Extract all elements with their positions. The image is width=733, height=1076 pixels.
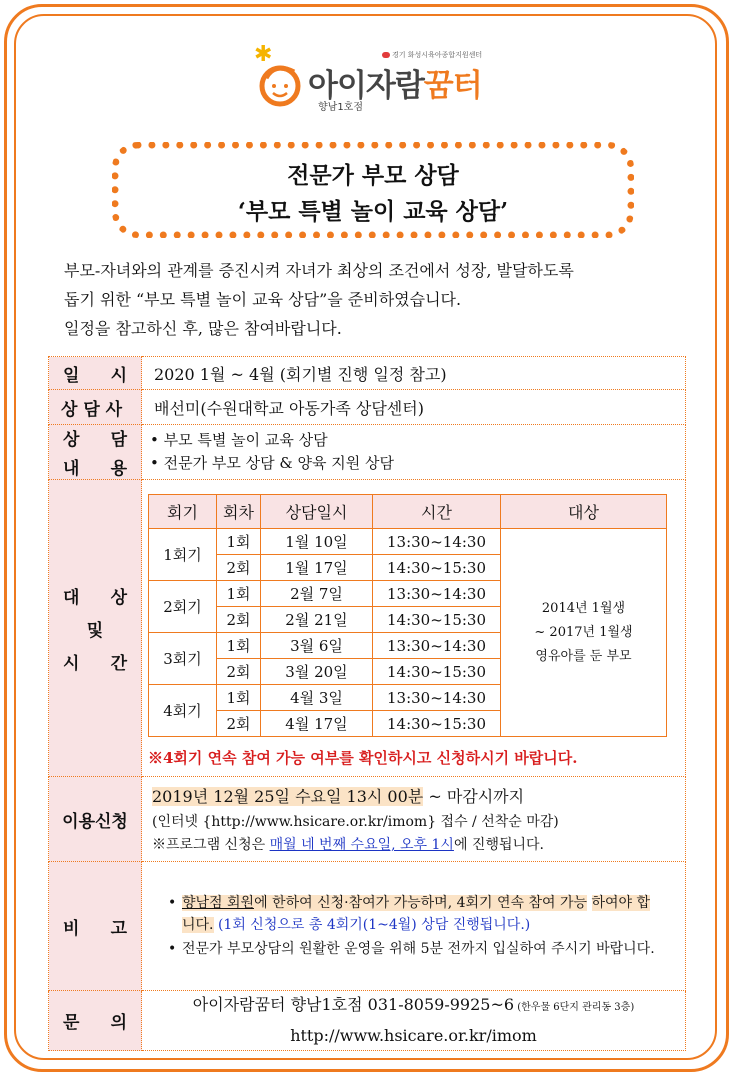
star-icon: ✱: [254, 42, 273, 67]
remark-item: • 전문가 부모상담의 원활한 운영을 위해 5분 전까지 입실하여 주시기 바랍니다.: [168, 941, 655, 957]
counselor-label: 상 담 사: [49, 390, 142, 425]
apply-schedule-link[interactable]: 매월 네 번째 수요일, 오후 1시: [269, 837, 454, 853]
target-value: [142, 480, 686, 777]
round-time: 14:30~15:30: [373, 607, 501, 633]
inquiry-phone: 아이자람꿈터 향남1호점 031-8059-9925~6 (한우물 6단지 관리동 3층): [192, 995, 635, 1014]
session-name: 4회기: [149, 685, 217, 737]
title-line-2: ‘부모 특별 놀이 교육 상담’: [237, 198, 509, 225]
apply-value: [142, 777, 686, 862]
table-row: [149, 529, 667, 555]
intro-line: 부모-자녀와의 관계를 증진시켜 자녀가 최상의 조건에서 성장, 발달하도록: [64, 261, 574, 280]
apply-row: [49, 777, 686, 862]
apply-deadline: 2019년 12월 25일 수요일 13시 00분 ~ 마감시까지: [152, 787, 525, 806]
center-name: 경기 화성시육아종합지원센터: [382, 50, 482, 60]
round-no: 1회: [217, 633, 261, 659]
round-no: 1회: [217, 581, 261, 607]
round-time: 14:30~15:30: [373, 555, 501, 581]
round-date: 2월 7일: [261, 581, 373, 607]
round-no: 2회: [217, 659, 261, 685]
intro-line: 돕기 위한 “부모 특별 놀이 교육 상담”을 준비하였습니다.: [64, 290, 462, 309]
content-bullet: • 부모 특별 놀이 교육 상담: [150, 431, 328, 449]
intro-text: [64, 256, 574, 343]
schedule-header: [149, 495, 667, 529]
round-time: 14:30~15:30: [373, 711, 501, 737]
schedule-note: ※4회기 연속 참여 가능 여부를 확인하시고 신청하시기 바랍니다.: [148, 749, 578, 767]
round-time: 13:30~14:30: [373, 633, 501, 659]
round-date: 4월 17일: [261, 711, 373, 737]
round-no: 2회: [217, 711, 261, 737]
round-time: 14:30~15:30: [373, 659, 501, 685]
counselor-row: [49, 390, 686, 425]
info-table: [48, 356, 686, 1051]
round-date: 4월 3일: [261, 685, 373, 711]
remarks-row: [49, 862, 686, 991]
inquiry-row: [49, 991, 686, 1051]
apply-method: (인터넷 {http://www.hsicare.or.kr/imom} 접수 / 선착순 마감): [152, 814, 559, 830]
round-no: 2회: [217, 607, 261, 633]
session-name: 2회기: [149, 581, 217, 633]
content-label: 상 담 내 용: [49, 425, 142, 480]
header-target: 대상: [501, 495, 667, 529]
header-round: 회차: [217, 495, 261, 529]
round-date: 3월 6일: [261, 633, 373, 659]
remarks-value: [142, 862, 686, 991]
center-logo-icon: [382, 52, 390, 58]
round-time: 13:30~14:30: [373, 529, 501, 555]
round-no: 2회: [217, 555, 261, 581]
logo: [250, 44, 490, 114]
remark-item: • 향남점 회원에 한하여 신청·참여가 가능하며, 4회기 연속 참여 가능 하여야 합니다. (1회 신청으로 총 4회기(1~4월) 상담 진행됩니다.): [168, 895, 651, 933]
date-row: [49, 357, 686, 390]
target-label: 대 상 및 시 간: [49, 480, 142, 777]
session-name: 1회기: [149, 529, 217, 581]
content-value: [142, 425, 686, 480]
title-line-1: 전문가 부모 상담: [287, 162, 459, 189]
round-date: 2월 21일: [261, 607, 373, 633]
inquiry-url[interactable]: http://www.hsicare.or.kr/imom: [290, 1026, 537, 1045]
target-row: [49, 480, 686, 777]
header-time: 시간: [373, 495, 501, 529]
header-session: 회기: [149, 495, 217, 529]
apply-schedule: ※프로그램 신청은 매월 네 번째 수요일, 오후 1시에 진행됩니다.: [152, 837, 544, 853]
round-time: 13:30~14:30: [373, 685, 501, 711]
round-date: 3월 20일: [261, 659, 373, 685]
audience-cell: 2014년 1월생 ~ 2017년 1월생 영유아를 둔 부모: [501, 529, 667, 737]
inquiry-value: [142, 991, 686, 1051]
content-bullet: • 전문가 부모 상담 & 양육 지원 상담: [150, 454, 394, 472]
session-name: 3회기: [149, 633, 217, 685]
child-face-icon: [258, 58, 302, 108]
schedule-table: [148, 494, 667, 737]
date-label: 일 시: [49, 357, 142, 390]
round-date: 1월 10일: [261, 529, 373, 555]
intro-line: 일정을 참고하신 후, 많은 참여바랍니다.: [64, 319, 342, 338]
remarks-label: 비 고: [49, 862, 142, 991]
branch-name: 향남1호점: [318, 102, 364, 113]
round-no: 1회: [217, 529, 261, 555]
apply-label: 이용신청: [49, 777, 142, 862]
date-value: 2020 1월 ~ 4월 (회기별 진행 일정 참고): [142, 357, 686, 390]
content-row: [49, 425, 686, 480]
header-date: 상담일시: [261, 495, 373, 529]
counselor-value: 배선미(수원대학교 아동가족 상담센터): [142, 390, 686, 425]
round-date: 1월 17일: [261, 555, 373, 581]
inquiry-label: 문 의: [49, 991, 142, 1051]
title-box: [112, 142, 634, 238]
round-no: 1회: [217, 685, 261, 711]
round-time: 13:30~14:30: [373, 581, 501, 607]
brand-name: 아이자람꿈터: [308, 68, 482, 104]
